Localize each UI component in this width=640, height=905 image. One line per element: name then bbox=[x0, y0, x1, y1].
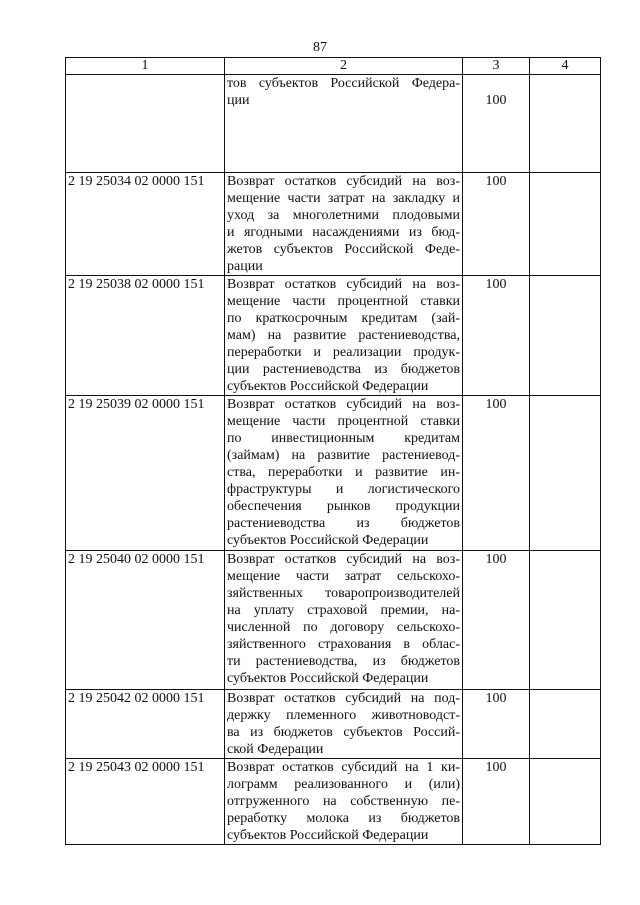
budget-code: 2 19 25034 02 0000 151 bbox=[66, 173, 225, 276]
description-line: ва из бюджетов субъектов Россий- bbox=[227, 725, 460, 740]
column-4-cell bbox=[530, 396, 601, 551]
description-line: реработку молока из бюджетов bbox=[227, 811, 460, 826]
description-line: жетов субъектов Российской Феде- bbox=[227, 242, 460, 257]
normative-value: 100 bbox=[463, 276, 530, 396]
description-line: Возврат остатков субсидий на воз- bbox=[227, 174, 460, 189]
description-line: переработки и реализации продук- bbox=[227, 345, 460, 360]
revenue-description bbox=[225, 173, 463, 276]
description-line: Возврат остатков субсидий на под- bbox=[227, 691, 460, 706]
description-line: по инвестиционным кредитам bbox=[227, 431, 460, 446]
page-number: 87 bbox=[313, 40, 327, 55]
description-line: уход за многолетними плодовыми bbox=[227, 208, 460, 223]
normative-value: 100 bbox=[463, 396, 530, 551]
table-row bbox=[66, 75, 601, 173]
description-line: отгруженного на собственную пе- bbox=[227, 794, 460, 809]
description-line: ти растениеводства, из бюджетов bbox=[227, 654, 460, 669]
column-header-2: 2 bbox=[225, 58, 463, 75]
description-line: мам) на развитие растениеводства, bbox=[227, 328, 460, 343]
description-line: и ягодными насаждениями из бюд- bbox=[227, 225, 460, 240]
description-line: рации bbox=[227, 259, 263, 274]
budget-code: 2 19 25040 02 0000 151 bbox=[66, 551, 225, 690]
normative-value: 100 bbox=[463, 551, 530, 690]
description-line: мещение части процентной ставки bbox=[227, 414, 460, 429]
table-row bbox=[66, 173, 601, 276]
revenue-description bbox=[225, 276, 463, 396]
description-line: численной по договору сельскохо- bbox=[227, 620, 460, 635]
column-header-3: 3 bbox=[463, 58, 530, 75]
description-line: Возврат остатков субсидий на воз- bbox=[227, 552, 460, 567]
table-body bbox=[66, 75, 601, 845]
normative-value: 100 bbox=[463, 173, 530, 276]
table-row bbox=[66, 396, 601, 551]
description-line: на уплату страховой премии, на- bbox=[227, 603, 460, 618]
column-header-4: 4 bbox=[530, 58, 601, 75]
column-4-cell bbox=[530, 759, 601, 845]
description-line: ской Федерации bbox=[227, 742, 324, 757]
description-line: растениеводства из бюджетов bbox=[227, 516, 460, 531]
description-line: мещение части процентной ставки bbox=[227, 294, 460, 309]
revenue-description bbox=[225, 396, 463, 551]
budget-code: 2 19 25043 02 0000 151 bbox=[66, 759, 225, 845]
column-header-1: 1 bbox=[66, 58, 225, 75]
table-row bbox=[66, 690, 601, 759]
description-line: мещение части затрат сельскохо- bbox=[227, 569, 460, 584]
description-line: обеспечения рынков продукции bbox=[227, 499, 460, 514]
description-line: ции растениеводства из бюджетов bbox=[227, 362, 460, 377]
description-line: Возврат остатков субсидий на воз- bbox=[227, 397, 460, 412]
budget-code: 2 19 25038 02 0000 151 bbox=[66, 276, 225, 396]
budget-code bbox=[66, 75, 225, 173]
revenue-description bbox=[225, 75, 463, 173]
description-line: ции bbox=[227, 93, 250, 108]
revenue-description bbox=[225, 690, 463, 759]
table-row bbox=[66, 551, 601, 690]
description-line: фраструктуры и логистического bbox=[227, 482, 460, 497]
description-line: зяйственного страхования в облас- bbox=[227, 637, 460, 652]
normative-value: 100 bbox=[463, 759, 530, 845]
normative-value: 100 bbox=[463, 75, 530, 173]
normative-value: 100 bbox=[463, 690, 530, 759]
table-row bbox=[66, 276, 601, 396]
description-line: держку племенного животноводст- bbox=[227, 708, 460, 723]
budget-code: 2 19 25039 02 0000 151 bbox=[66, 396, 225, 551]
column-4-cell bbox=[530, 75, 601, 173]
description-line: субъектов Российской Федерации bbox=[227, 379, 429, 394]
column-4-cell bbox=[530, 690, 601, 759]
table-header-row bbox=[66, 58, 601, 75]
description-line: тов субъектов Российской Федера- bbox=[227, 76, 460, 91]
column-4-cell bbox=[530, 551, 601, 690]
description-line: мещение части затрат на закладку и bbox=[227, 191, 460, 206]
budget-codes-table bbox=[65, 57, 601, 845]
budget-code: 2 19 25042 02 0000 151 bbox=[66, 690, 225, 759]
column-4-cell bbox=[530, 173, 601, 276]
description-line: Возврат остатков субсидий на 1 ки- bbox=[227, 760, 460, 775]
description-line: субъектов Российской Федерации bbox=[227, 671, 429, 686]
description-line: ства, переработки и развитие ин- bbox=[227, 465, 460, 480]
description-line: (займам) на развитие растениевод- bbox=[227, 448, 460, 463]
description-line: Возврат остатков субсидий на воз- bbox=[227, 277, 460, 292]
description-line: зяйственных товаропроизводителей bbox=[227, 586, 460, 601]
description-line: лограмм реализованного и (или) bbox=[227, 777, 460, 792]
description-line: субъектов Российской Федерации bbox=[227, 533, 429, 548]
description-line: субъектов Российской Федерации bbox=[227, 828, 429, 843]
table-row bbox=[66, 759, 601, 845]
description-line: по краткосрочным кредитам (зай- bbox=[227, 311, 460, 326]
revenue-description bbox=[225, 551, 463, 690]
column-4-cell bbox=[530, 276, 601, 396]
revenue-description bbox=[225, 759, 463, 845]
